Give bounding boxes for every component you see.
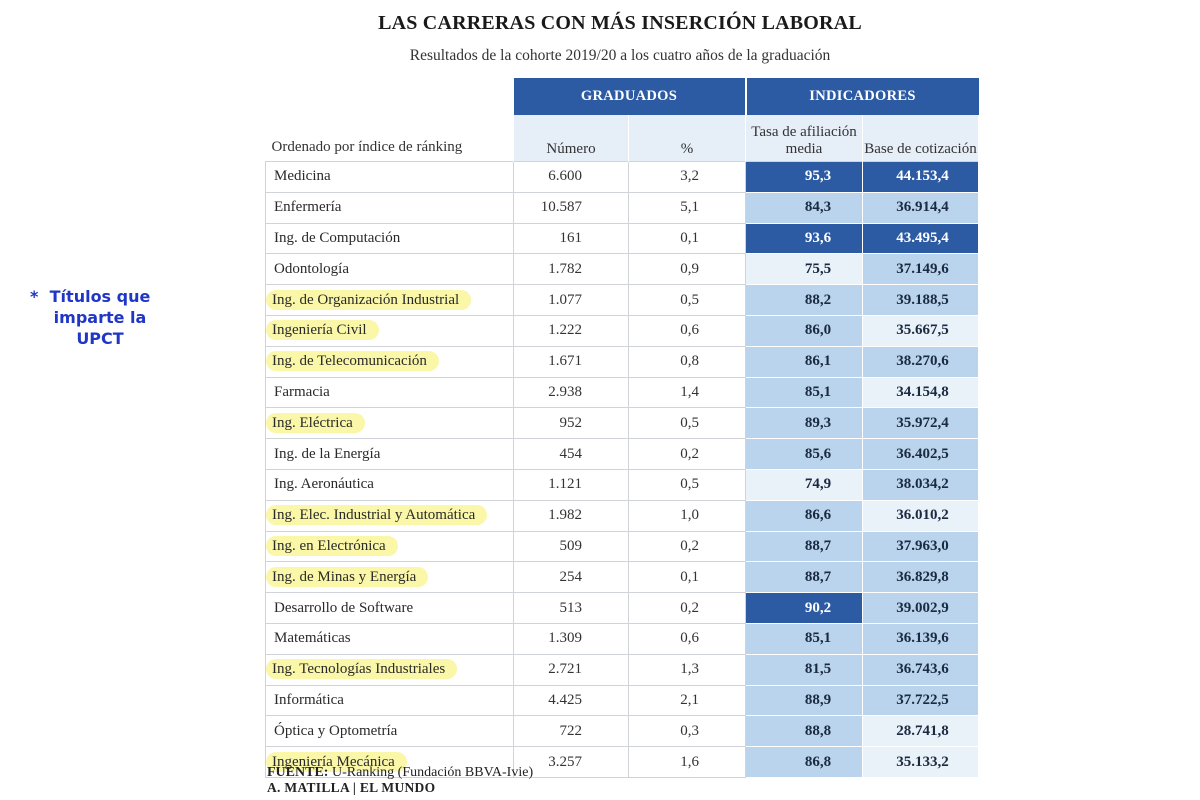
career-name-cell bbox=[266, 408, 514, 439]
graduates-number-cell: 2.721 bbox=[514, 654, 629, 685]
graduates-pct-cell: 0,6 bbox=[629, 623, 746, 654]
graduates-number-cell: 1.782 bbox=[514, 254, 629, 285]
affiliation-rate-cell: 75,5 bbox=[746, 254, 863, 285]
graduates-pct-cell: 0,2 bbox=[629, 531, 746, 562]
affiliation-rate-cell: 88,8 bbox=[746, 716, 863, 747]
graduates-number-cell: 1.309 bbox=[514, 623, 629, 654]
graduates-number-cell: 1.222 bbox=[514, 315, 629, 346]
table-row bbox=[266, 500, 979, 531]
career-name-highlighted: Ingeniería Civil bbox=[266, 320, 379, 340]
graduates-number-cell: 1.121 bbox=[514, 469, 629, 500]
graduates-number-cell: 4.425 bbox=[514, 685, 629, 716]
career-name-cell bbox=[266, 593, 514, 624]
table-row bbox=[266, 654, 979, 685]
column-header-numero: Número bbox=[514, 115, 629, 162]
contribution-base-cell: 38.270,6 bbox=[863, 346, 979, 377]
upct-note-text: Títulos que imparte la UPCT bbox=[49, 287, 151, 348]
table-row bbox=[266, 192, 979, 223]
career-name-highlighted: Ing. Elec. Industrial y Automática bbox=[266, 505, 487, 525]
graduates-pct-cell: 1,6 bbox=[629, 747, 746, 778]
career-name-cell bbox=[266, 377, 514, 408]
graduates-number-cell: 952 bbox=[514, 408, 629, 439]
career-name: Medicina bbox=[274, 168, 331, 185]
row-order-label: Ordenado por índice de ránking bbox=[266, 115, 514, 162]
table-row bbox=[266, 346, 979, 377]
graduates-pct-cell: 1,3 bbox=[629, 654, 746, 685]
contribution-base-cell: 36.010,2 bbox=[863, 500, 979, 531]
career-name-cell bbox=[266, 623, 514, 654]
table-row bbox=[266, 377, 979, 408]
career-name: Ing. de la Energía bbox=[274, 445, 381, 462]
graduates-pct-cell: 1,0 bbox=[629, 500, 746, 531]
graduates-number-cell: 2.938 bbox=[514, 377, 629, 408]
graduates-pct-cell: 0,9 bbox=[629, 254, 746, 285]
column-header-tasa: Tasa de afiliación media bbox=[746, 115, 863, 162]
affiliation-rate-cell: 84,3 bbox=[746, 192, 863, 223]
table-row bbox=[266, 531, 979, 562]
graduates-number-cell: 1.671 bbox=[514, 346, 629, 377]
career-name-cell bbox=[266, 346, 514, 377]
graduates-number-cell: 1.982 bbox=[514, 500, 629, 531]
affiliation-rate-cell: 88,7 bbox=[746, 531, 863, 562]
table-row bbox=[266, 285, 979, 316]
affiliation-rate-cell: 86,8 bbox=[746, 747, 863, 778]
career-name-cell bbox=[266, 654, 514, 685]
table-row bbox=[266, 593, 979, 624]
career-name-highlighted: Ing. Tecnologías Industriales bbox=[266, 659, 457, 679]
contribution-base-cell: 28.741,8 bbox=[863, 716, 979, 747]
graduates-number-cell: 513 bbox=[514, 593, 629, 624]
contribution-base-cell: 36.139,6 bbox=[863, 623, 979, 654]
table-body bbox=[266, 162, 979, 778]
affiliation-rate-cell: 81,5 bbox=[746, 654, 863, 685]
contribution-base-cell: 43.495,4 bbox=[863, 223, 979, 254]
column-header-base: Base de cotización bbox=[863, 115, 979, 162]
contribution-base-cell: 38.034,2 bbox=[863, 469, 979, 500]
career-name-cell bbox=[266, 315, 514, 346]
career-name-highlighted: Ing. de Organización Industrial bbox=[266, 290, 471, 310]
ranking-table bbox=[265, 78, 979, 778]
career-name-cell bbox=[266, 716, 514, 747]
affiliation-rate-cell: 88,9 bbox=[746, 685, 863, 716]
table-row bbox=[266, 562, 979, 593]
graduates-pct-cell: 0,5 bbox=[629, 408, 746, 439]
contribution-base-cell: 37.963,0 bbox=[863, 531, 979, 562]
group-header-indicadores: INDICADORES bbox=[746, 78, 979, 115]
graduates-pct-cell: 3,2 bbox=[629, 162, 746, 193]
graduates-number-cell: 10.587 bbox=[514, 192, 629, 223]
graduates-number-cell: 3.257 bbox=[514, 747, 629, 778]
career-name-highlighted: Ing. de Telecomunicación bbox=[266, 351, 439, 371]
affiliation-rate-cell: 93,6 bbox=[746, 223, 863, 254]
career-name-cell bbox=[266, 500, 514, 531]
career-name: Farmacia bbox=[274, 383, 330, 400]
career-name-highlighted: Ing. Eléctrica bbox=[266, 413, 365, 433]
chart-subtitle: Resultados de la cohorte 2019/20 a los cuatro años de la graduación bbox=[409, 47, 831, 64]
source-label: FUENTE: bbox=[267, 765, 329, 780]
career-name: Enfermería bbox=[274, 199, 342, 216]
affiliation-rate-cell: 86,1 bbox=[746, 346, 863, 377]
table-row bbox=[266, 623, 979, 654]
table-row bbox=[266, 408, 979, 439]
graduates-pct-cell: 0,3 bbox=[629, 716, 746, 747]
graduates-pct-cell: 0,1 bbox=[629, 223, 746, 254]
career-name: Informática bbox=[274, 691, 344, 708]
table-row bbox=[266, 716, 979, 747]
graduates-pct-cell: 0,1 bbox=[629, 562, 746, 593]
graduates-number-cell: 6.600 bbox=[514, 162, 629, 193]
contribution-base-cell: 35.133,2 bbox=[863, 747, 979, 778]
table-row bbox=[266, 254, 979, 285]
career-name-cell bbox=[266, 562, 514, 593]
graduates-pct-cell: 0,5 bbox=[629, 469, 746, 500]
graduates-number-cell: 254 bbox=[514, 562, 629, 593]
column-header-pct: % bbox=[629, 115, 746, 162]
table-row bbox=[266, 315, 979, 346]
affiliation-rate-cell: 85,1 bbox=[746, 623, 863, 654]
career-name-highlighted: Ing. en Electrónica bbox=[266, 536, 398, 556]
graduates-pct-cell: 0,2 bbox=[629, 593, 746, 624]
source-note bbox=[267, 765, 533, 795]
source-text: U-Ranking (Fundación BBVA-Ivie) bbox=[331, 765, 534, 780]
affiliation-rate-cell: 95,3 bbox=[746, 162, 863, 193]
affiliation-rate-cell: 86,6 bbox=[746, 500, 863, 531]
asterisk-icon: * bbox=[30, 287, 39, 306]
affiliation-rate-cell: 85,6 bbox=[746, 439, 863, 470]
affiliation-rate-cell: 74,9 bbox=[746, 469, 863, 500]
career-name-cell bbox=[266, 162, 514, 193]
graduates-number-cell: 509 bbox=[514, 531, 629, 562]
blank-header-cell bbox=[266, 78, 514, 115]
chart-title: LAS CARRERAS CON MÁS INSERCIÓN LABORAL bbox=[378, 12, 862, 34]
table-row bbox=[266, 685, 979, 716]
graduates-pct-cell: 0,6 bbox=[629, 315, 746, 346]
career-name: Óptica y Optometría bbox=[274, 722, 398, 739]
graduates-pct-cell: 0,5 bbox=[629, 285, 746, 316]
affiliation-rate-cell: 86,0 bbox=[746, 315, 863, 346]
career-name-cell bbox=[266, 223, 514, 254]
table-row bbox=[266, 469, 979, 500]
table-row bbox=[266, 223, 979, 254]
career-name-cell bbox=[266, 192, 514, 223]
graduates-number-cell: 454 bbox=[514, 439, 629, 470]
graduates-pct-cell: 1,4 bbox=[629, 377, 746, 408]
career-name-cell bbox=[266, 469, 514, 500]
contribution-base-cell: 36.914,4 bbox=[863, 192, 979, 223]
contribution-base-cell: 36.829,8 bbox=[863, 562, 979, 593]
contribution-base-cell: 34.154,8 bbox=[863, 377, 979, 408]
career-name: Ing. de Computación bbox=[274, 229, 401, 246]
career-name-cell bbox=[266, 285, 514, 316]
author-credit: A. MATILLA | EL MUNDO bbox=[267, 780, 436, 795]
graduates-number-cell: 1.077 bbox=[514, 285, 629, 316]
contribution-base-cell: 36.743,6 bbox=[863, 654, 979, 685]
contribution-base-cell: 37.722,5 bbox=[863, 685, 979, 716]
contribution-base-cell: 36.402,5 bbox=[863, 439, 979, 470]
contribution-base-cell: 35.667,5 bbox=[863, 315, 979, 346]
affiliation-rate-cell: 88,2 bbox=[746, 285, 863, 316]
contribution-base-cell: 44.153,4 bbox=[863, 162, 979, 193]
group-header-graduados: GRADUADOS bbox=[514, 78, 746, 115]
graduates-pct-cell: 0,2 bbox=[629, 439, 746, 470]
career-name: Ing. Aeronáutica bbox=[274, 476, 374, 493]
graduates-number-cell: 722 bbox=[514, 716, 629, 747]
career-name: Matemáticas bbox=[274, 630, 351, 647]
affiliation-rate-cell: 89,3 bbox=[746, 408, 863, 439]
contribution-base-cell: 39.002,9 bbox=[863, 593, 979, 624]
affiliation-rate-cell: 88,7 bbox=[746, 562, 863, 593]
contribution-base-cell: 39.188,5 bbox=[863, 285, 979, 316]
graduates-pct-cell: 5,1 bbox=[629, 192, 746, 223]
graduates-pct-cell: 0,8 bbox=[629, 346, 746, 377]
graduates-number-cell: 161 bbox=[514, 223, 629, 254]
contribution-base-cell: 35.972,4 bbox=[863, 408, 979, 439]
career-name-cell bbox=[266, 254, 514, 285]
career-name-cell bbox=[266, 685, 514, 716]
table-row bbox=[266, 439, 979, 470]
contribution-base-cell: 37.149,6 bbox=[863, 254, 979, 285]
table-row bbox=[266, 162, 979, 193]
career-name-cell bbox=[266, 531, 514, 562]
career-name-highlighted: Ing. de Minas y Energía bbox=[266, 567, 428, 587]
career-name: Desarrollo de Software bbox=[274, 599, 414, 616]
career-name-cell bbox=[266, 439, 514, 470]
graduates-pct-cell: 2,1 bbox=[629, 685, 746, 716]
affiliation-rate-cell: 90,2 bbox=[746, 593, 863, 624]
upct-note bbox=[30, 286, 170, 349]
affiliation-rate-cell: 85,1 bbox=[746, 377, 863, 408]
career-name: Odontología bbox=[274, 260, 349, 277]
career-name-highlighted: Ingeniería Mecánica bbox=[266, 752, 407, 772]
